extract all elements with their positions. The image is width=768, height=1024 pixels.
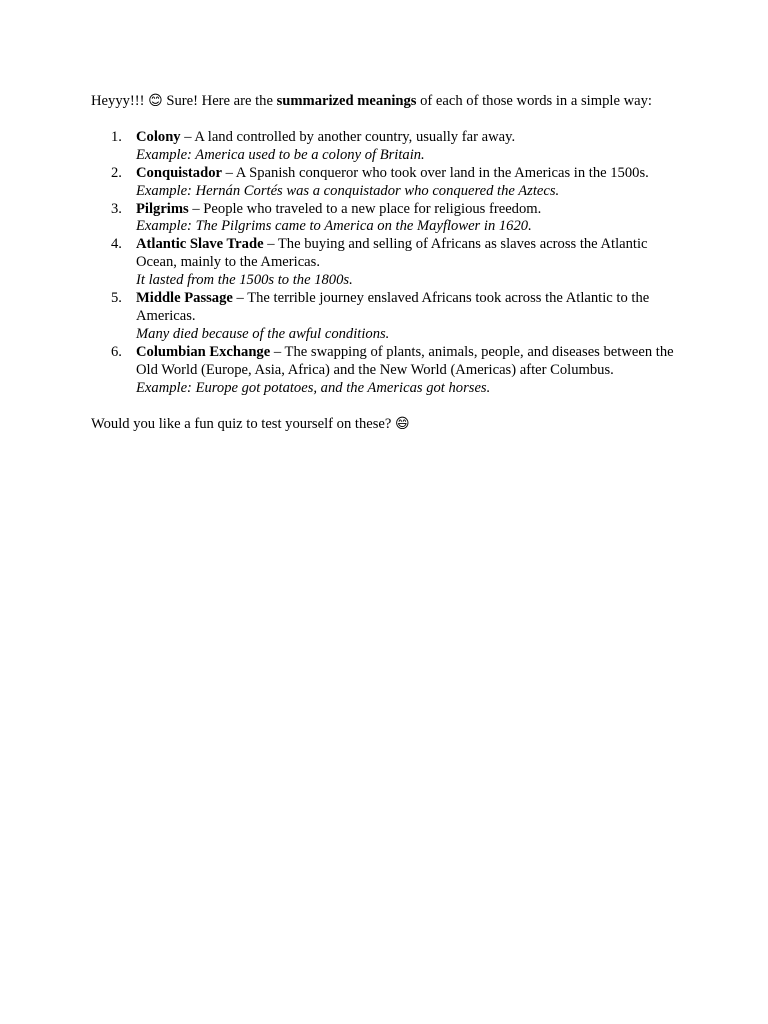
document-body <box>91 93 691 433</box>
list-number: 3. <box>111 200 122 217</box>
example-note: Many died because of the awful conditions. <box>136 325 390 342</box>
intro-text: Sure! Here are the <box>162 93 277 109</box>
smiling-face-emoji-icon: 😊 <box>148 93 163 109</box>
list-number: 6. <box>111 343 122 360</box>
outro-paragraph <box>91 416 691 434</box>
term: Pilgrims <box>136 200 189 217</box>
list-number: 5. <box>111 290 122 307</box>
list-item <box>91 236 691 290</box>
term: Colony <box>136 128 181 145</box>
intro-paragraph <box>91 93 691 111</box>
list-item <box>91 344 691 398</box>
intro-bold-text: summarized meanings <box>276 93 417 109</box>
definition: – The terrible journey enslaved Africans took across the Atlantic to the Americas. <box>136 290 650 324</box>
list-number: 4. <box>111 236 122 253</box>
intro-greeting: Heyyy!!! <box>91 93 149 109</box>
definition: – The swapping of plants, animals, people, and diseases between the Old World (Europe, Asia, Africa) and the New World (Americas) after Columbus. <box>136 343 674 378</box>
grinning-face-emoji-icon: 😄 <box>395 415 410 432</box>
example-note: It lasted from the 1500s to the 1800s. <box>136 272 353 289</box>
list-number: 1. <box>111 128 122 145</box>
intro-text-end: of each of those words in a simple way: <box>416 93 652 109</box>
example-note: Example: Europe got potatoes, and the Americas got horses. <box>136 379 491 396</box>
list-item <box>91 290 691 344</box>
list-number: 2. <box>111 164 122 181</box>
example-note: Example: Hernán Cortés was a conquistador who conquered the Aztecs. <box>136 182 560 199</box>
definitions-list <box>91 129 691 398</box>
list-item <box>91 201 691 237</box>
definition: – A land controlled by another country, usually far away. <box>180 128 516 145</box>
outro-text: Would you like a fun quiz to test yourself on these? <box>91 415 396 432</box>
term: Columbian Exchange <box>136 343 271 360</box>
list-item <box>91 129 691 165</box>
definition: – A Spanish conqueror who took over land in the Americas in the 1500s. <box>221 164 649 181</box>
definition: – The buying and selling of Africans as slaves across the Atlantic Ocean, mainly to the Americas. <box>136 236 648 271</box>
term: Conquistador <box>136 164 222 181</box>
list-item <box>91 165 691 201</box>
definition: – People who traveled to a new place for religious freedom. <box>188 200 542 217</box>
term: Atlantic Slave Trade <box>136 236 264 253</box>
example-note: Example: The Pilgrims came to America on the Mayflower in 1620. <box>136 218 532 235</box>
example-note: Example: America used to be a colony of Britain. <box>136 146 425 163</box>
term: Middle Passage <box>136 290 233 307</box>
